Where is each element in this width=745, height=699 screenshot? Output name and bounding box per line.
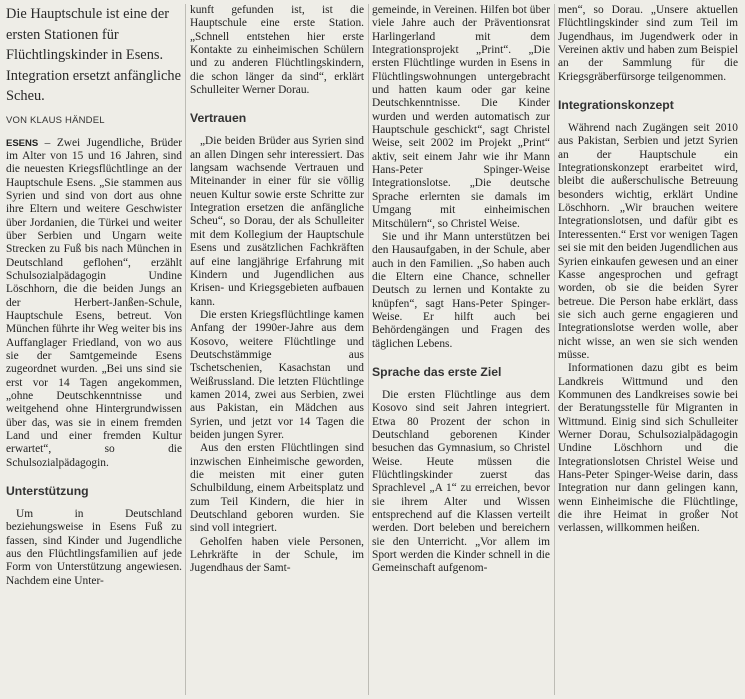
paragraph: „Die beiden Brüder aus Syrien sind an allen Dingen sehr interessiert. Das langsam wachsende Vertrauen und Miteinander in einer für sie völlig neuen Kultur sowie erste Schritte zur Integration ersetzen die anfängliche Scheu“, so Dorau, der als Schulleiter mit dem Kollegium der Hauptschule Esens und zusätzlichen Fachkräften auf eine langjährige Erfahrung mit Kindern und Jugendlichen aus Krisen- und Kriegsgebieten aufbauen kann. [190, 135, 364, 308]
paragraph [6, 137, 182, 471]
column-4 [558, 4, 738, 536]
dateline-kicker: ESENS [6, 137, 39, 149]
paragraph: Sie und ihr Mann unterstützen bei den Hausaufgaben, in der Schule, aber auch in den Familien. „So haben auch die Eltern eine Chance, schneller Deutsch zu lernen und Kontakte zu knüpfen“, sagt Hans-Peter Spinger-Weise. Er hilft auch bei Behördengängen und Fragen des täglichen Lebens. [372, 230, 550, 350]
article-intro: Die Hauptschule ist eine der ersten Stationen für Flüchtlingskinder in Esens. Integration ersetzt anfängliche Scheu. [6, 6, 181, 104]
column-divider [368, 4, 369, 695]
paragraph-text: – Zwei Jugendliche, Brüder im Alter von 15 und 16 Jahren, sind die neuesten Kriegsflüchtlinge an der Hauptschule Esens. „Sie stammen aus Syrien und sind von dort aus ohne ihre Eltern und weitere Geschwister über Jordanien, die Türkei und weiter über Serbien und Ungarn weite Strecken zu Fuß bis nach München in Deutschland geflohen“, erzählt Schulsozialpädagogin Undine Löschhorn, die die beiden Jungs an der Herbert-Janßen-Schule, Hauptschule Esens, betreut. Von München führte ihr Weg weiter bis ins Auffanglager Friedland, von wo aus sie der Samtgemeinde Esens zugeordnet wurden. „Bei uns sind sie erst vor 14 Tagen angekommen, „ohne Deutschkenntnisse und weitgehend ohne Hintergrundwissen über das, was sie in einem fremden Land und einer fremden Kultur erwartet“, so die Schulsozialpädagogin. [6, 136, 182, 469]
paragraph: Die ersten Flüchtlinge aus dem Kosovo sind seit Jahren integriert. Etwa 80 Prozent der schon in Deutschland geborenen Kinder besuchen das Gymnasium, so Christel Weise. Heute müssen die Flüchtlingskinder zuerst das Sprachlevel „A 1“ zu erreichen, bevor sie ihrem Alter und Wissen entsprechend auf die Klassen verteilt werden. Dort beleben und bereichern sie den Unterricht. „Vor allem im Sport werden die Kinder schnell in die Gemeinschaft aufgenom- [372, 388, 550, 575]
column-2 [190, 4, 364, 576]
subheading-vertrauen: Vertrauen [190, 111, 247, 126]
byline: VON KLAUS HÄNDEL [6, 114, 105, 126]
paragraph: Informationen dazu gibt es beim Landkreis Wittmund und den Kommunen des Landkreises sowie bei der Beratungsstelle für Migranten in Wittmund. Einig sind sich Schulleiter Werner Dorau, Schulsozialpädagogin Undine Löschhorn und die Integrationslotsen Christel Weise und Hans-Peter Spinger-Weise darin, dass Integration nur dann gelingen kann, wenn Einheimische die Flüchtlinge, die ihre Heimat in großer Not verlassen, willkommen heißen. [558, 362, 738, 535]
paragraph: kunft gefunden ist, ist die Hauptschule eine erste Station. „Schnell entstehen hier erste Kontakte zu einheimischen Schülern und zu anderen Flüchtlingskindern, die schon länger da sind“, erklärt Schulleiter Werner Dorau. [190, 4, 364, 97]
column-1 [6, 4, 182, 588]
column-divider [554, 4, 555, 695]
subheading-sprache: Sprache das erste Ziel [372, 364, 502, 379]
column-divider [185, 4, 186, 695]
paragraph: Geholfen haben viele Personen, Lehrkräfte in der Schule, im Jugendhaus der Samt- [190, 535, 364, 575]
paragraph: Die ersten Kriegsflüchtlinge kamen Anfang der 1990er-Jahre aus dem Kosovo, weitere Flüchtlinge und Deutschstämmige aus Tschetschenien, Kasachstan und Weißrussland. Die letzten Flüchtlinge kamen 2014, zwei aus Serbien, zwei aus Pakistan, ein Mädchen aus Syrien, und jetzt vor 14 Tagen die beiden jungen Syrer. [190, 308, 364, 441]
paragraph: Während nach Zugängen seit 2010 aus Pakistan, Serbien und jetzt Syrien an der Hauptschule ein Integrationskonzept erarbeitet wird, bleibt die außerschulische Betreuung besonders wichtig, erklärt Undine Löschhorn. „Wir brauchen weitere Integrationslotsen, und dafür gibt es Interessenten.“ Erst vor wenigen Tagen sei sie mit den beiden Jugendlichen aus Syrien einkaufen gewesen und an einer Kasse angesprochen und gefragt worden, ob sie die beiden Syrer betreue. Die Person habe erklärt, dass sie sich auch gerne engagieren und Integrationslotse werden wolle, aber nicht wisse, an wen sie sich wenden müsse. [558, 122, 738, 361]
paragraph: Aus den ersten Flüchtlingen sind inzwischen Einheimische geworden, die meisten mit einer guten Schulbildung, einem Arbeitsplatz und zum Teil Kindern, die hier in Deutschland geboren wurden. Sie sind voll integriert. [190, 442, 364, 535]
paragraph: men“, so Dorau. „Unsere aktuellen Flüchtlingskinder sind zum Teil im Jugendhaus, im Jugendwerk oder in Vereinen aktiv und haben zum Beispiel an der Sammlung für die Kriegsgräberfürsorge teilgenommen. [558, 4, 738, 83]
column-3 [372, 4, 550, 576]
subheading-integrationskonzept: Integrationskonzept [558, 98, 674, 113]
paragraph: Um in Deutschland beziehungsweise in Esens Fuß zu fassen, sind Kinder und Jugendliche aus den Flüchtlingsfamilien auf jede Form von Unterstützung angewiesen. Nachdem eine Unter- [6, 508, 182, 587]
subheading-unterstuetzung: Unterstützung [6, 484, 89, 499]
paragraph: gemeinde, in Vereinen. Hilfen bot über viele Jahre auch der Präventionsrat Harlingerland mit dem Integrationsprojekt „Print“. „Die ersten Flüchtlinge wurden in Esens in Flüchtlingswohnungen untergebracht und hatten kaum oder gar keine Deutschkenntnisse. Die Kinder wurden und werden automatisch zur Hauptschule geschickt“, sagt Christel Weise, seit 2002 im Projekt „Print“ aktiv, seit einem Jahr wie ihr Mann Hans-Peter Spinger-Weise Integrationslotse. „Die deutsche Sprache erlernten sie damals im Umgang mit einheimischen Mitschülern“, so Christel Weise. [372, 4, 550, 230]
